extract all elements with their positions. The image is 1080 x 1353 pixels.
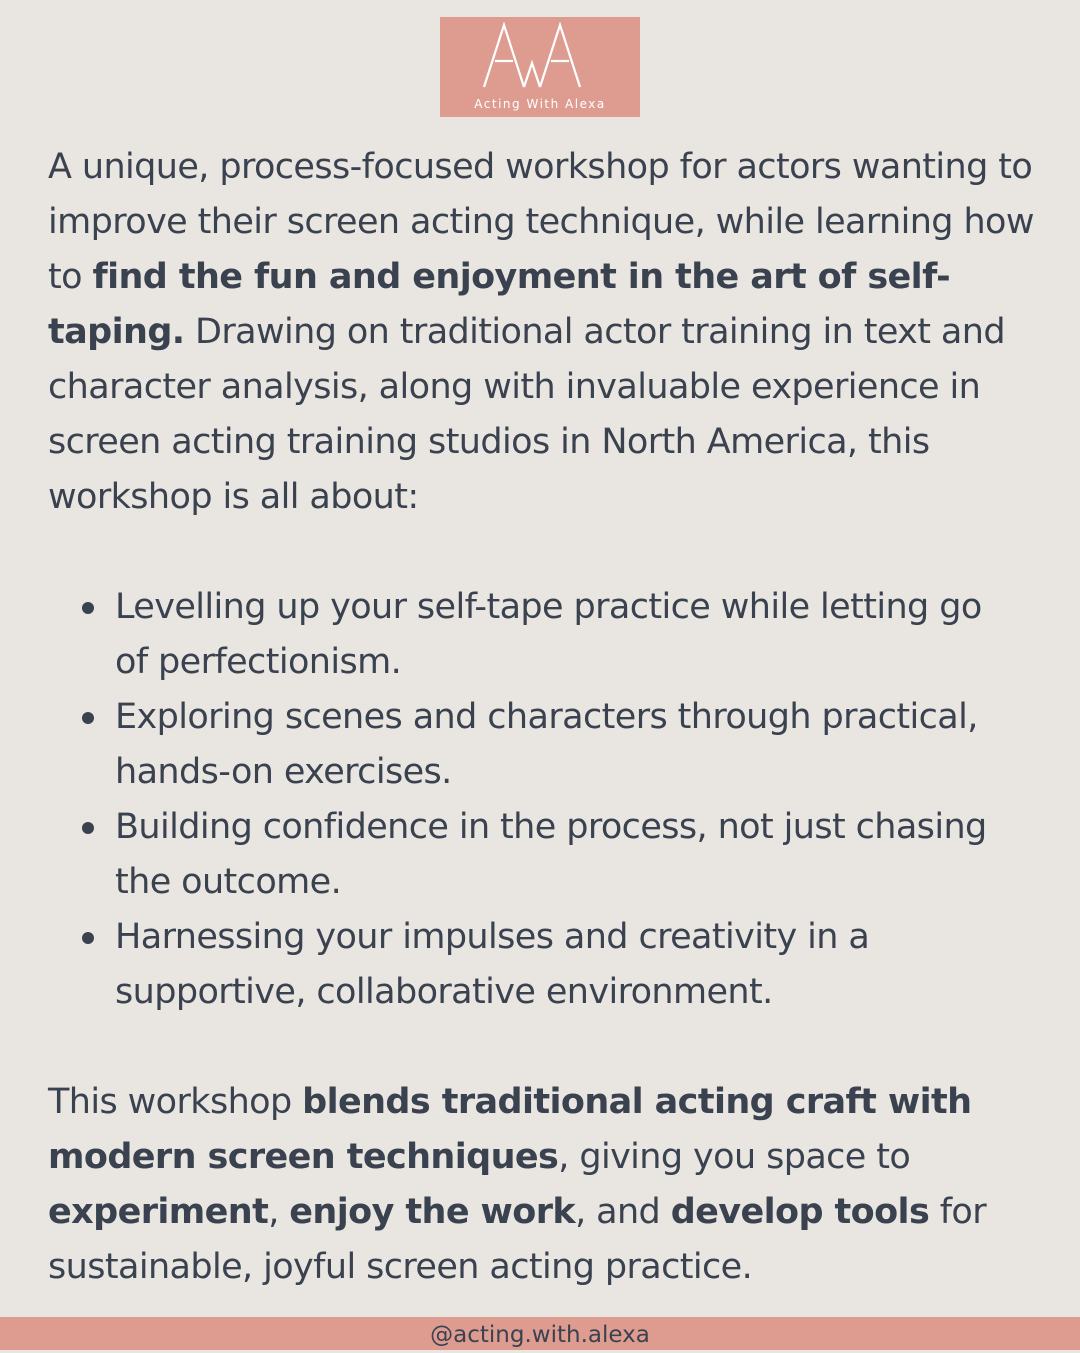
closing-text-2: , giving you space to	[558, 1137, 911, 1177]
closing-text-3: ,	[268, 1192, 290, 1232]
brand-logo	[440, 17, 640, 117]
list-item: Levelling up your self-tape practice while letting go of perfectionism.	[48, 580, 1015, 690]
benefits-list	[48, 580, 1048, 1020]
list-item: Harnessing your impulses and creativity in a supportive, collaborative environment.	[48, 910, 1015, 1020]
closing-bold-1: blends traditional acting craft with modern screen techniques	[48, 1082, 972, 1177]
closing-text-4: , and	[575, 1192, 671, 1232]
intro-text-2: Drawing on traditional actor training in text and character analysis, along with invaluable experience in screen acting training studios in North America, this workshop is all about:	[48, 312, 1005, 517]
intro-paragraph	[48, 140, 1048, 525]
closing-text-1: This workshop	[48, 1082, 303, 1122]
intro-text-1: A unique, process-focused workshop for actors wanting to improve their screen acting technique, while learning how to	[48, 147, 1034, 297]
social-handle: @acting.with.alexa	[430, 1322, 650, 1348]
closing-bold-3: enjoy the work	[289, 1192, 576, 1232]
list-item: Exploring scenes and characters through practical, hands-on exercises.	[48, 690, 1015, 800]
logo-wordmark: Acting With Alexa	[474, 97, 606, 111]
closing-text-5: for sustainable, joyful screen acting practice.	[48, 1192, 987, 1287]
main-content	[48, 140, 1048, 1295]
footer-bar	[0, 1317, 1080, 1350]
closing-bold-2: experiment	[48, 1192, 269, 1232]
intro-bold-highlight: find the fun and enjoyment in the art of self-taping.	[48, 257, 951, 352]
awa-monogram-icon	[480, 21, 600, 99]
list-item: Building confidence in the process, not just chasing the outcome.	[48, 800, 1015, 910]
closing-paragraph	[48, 1075, 1048, 1295]
closing-bold-4: develop tools	[670, 1192, 930, 1232]
